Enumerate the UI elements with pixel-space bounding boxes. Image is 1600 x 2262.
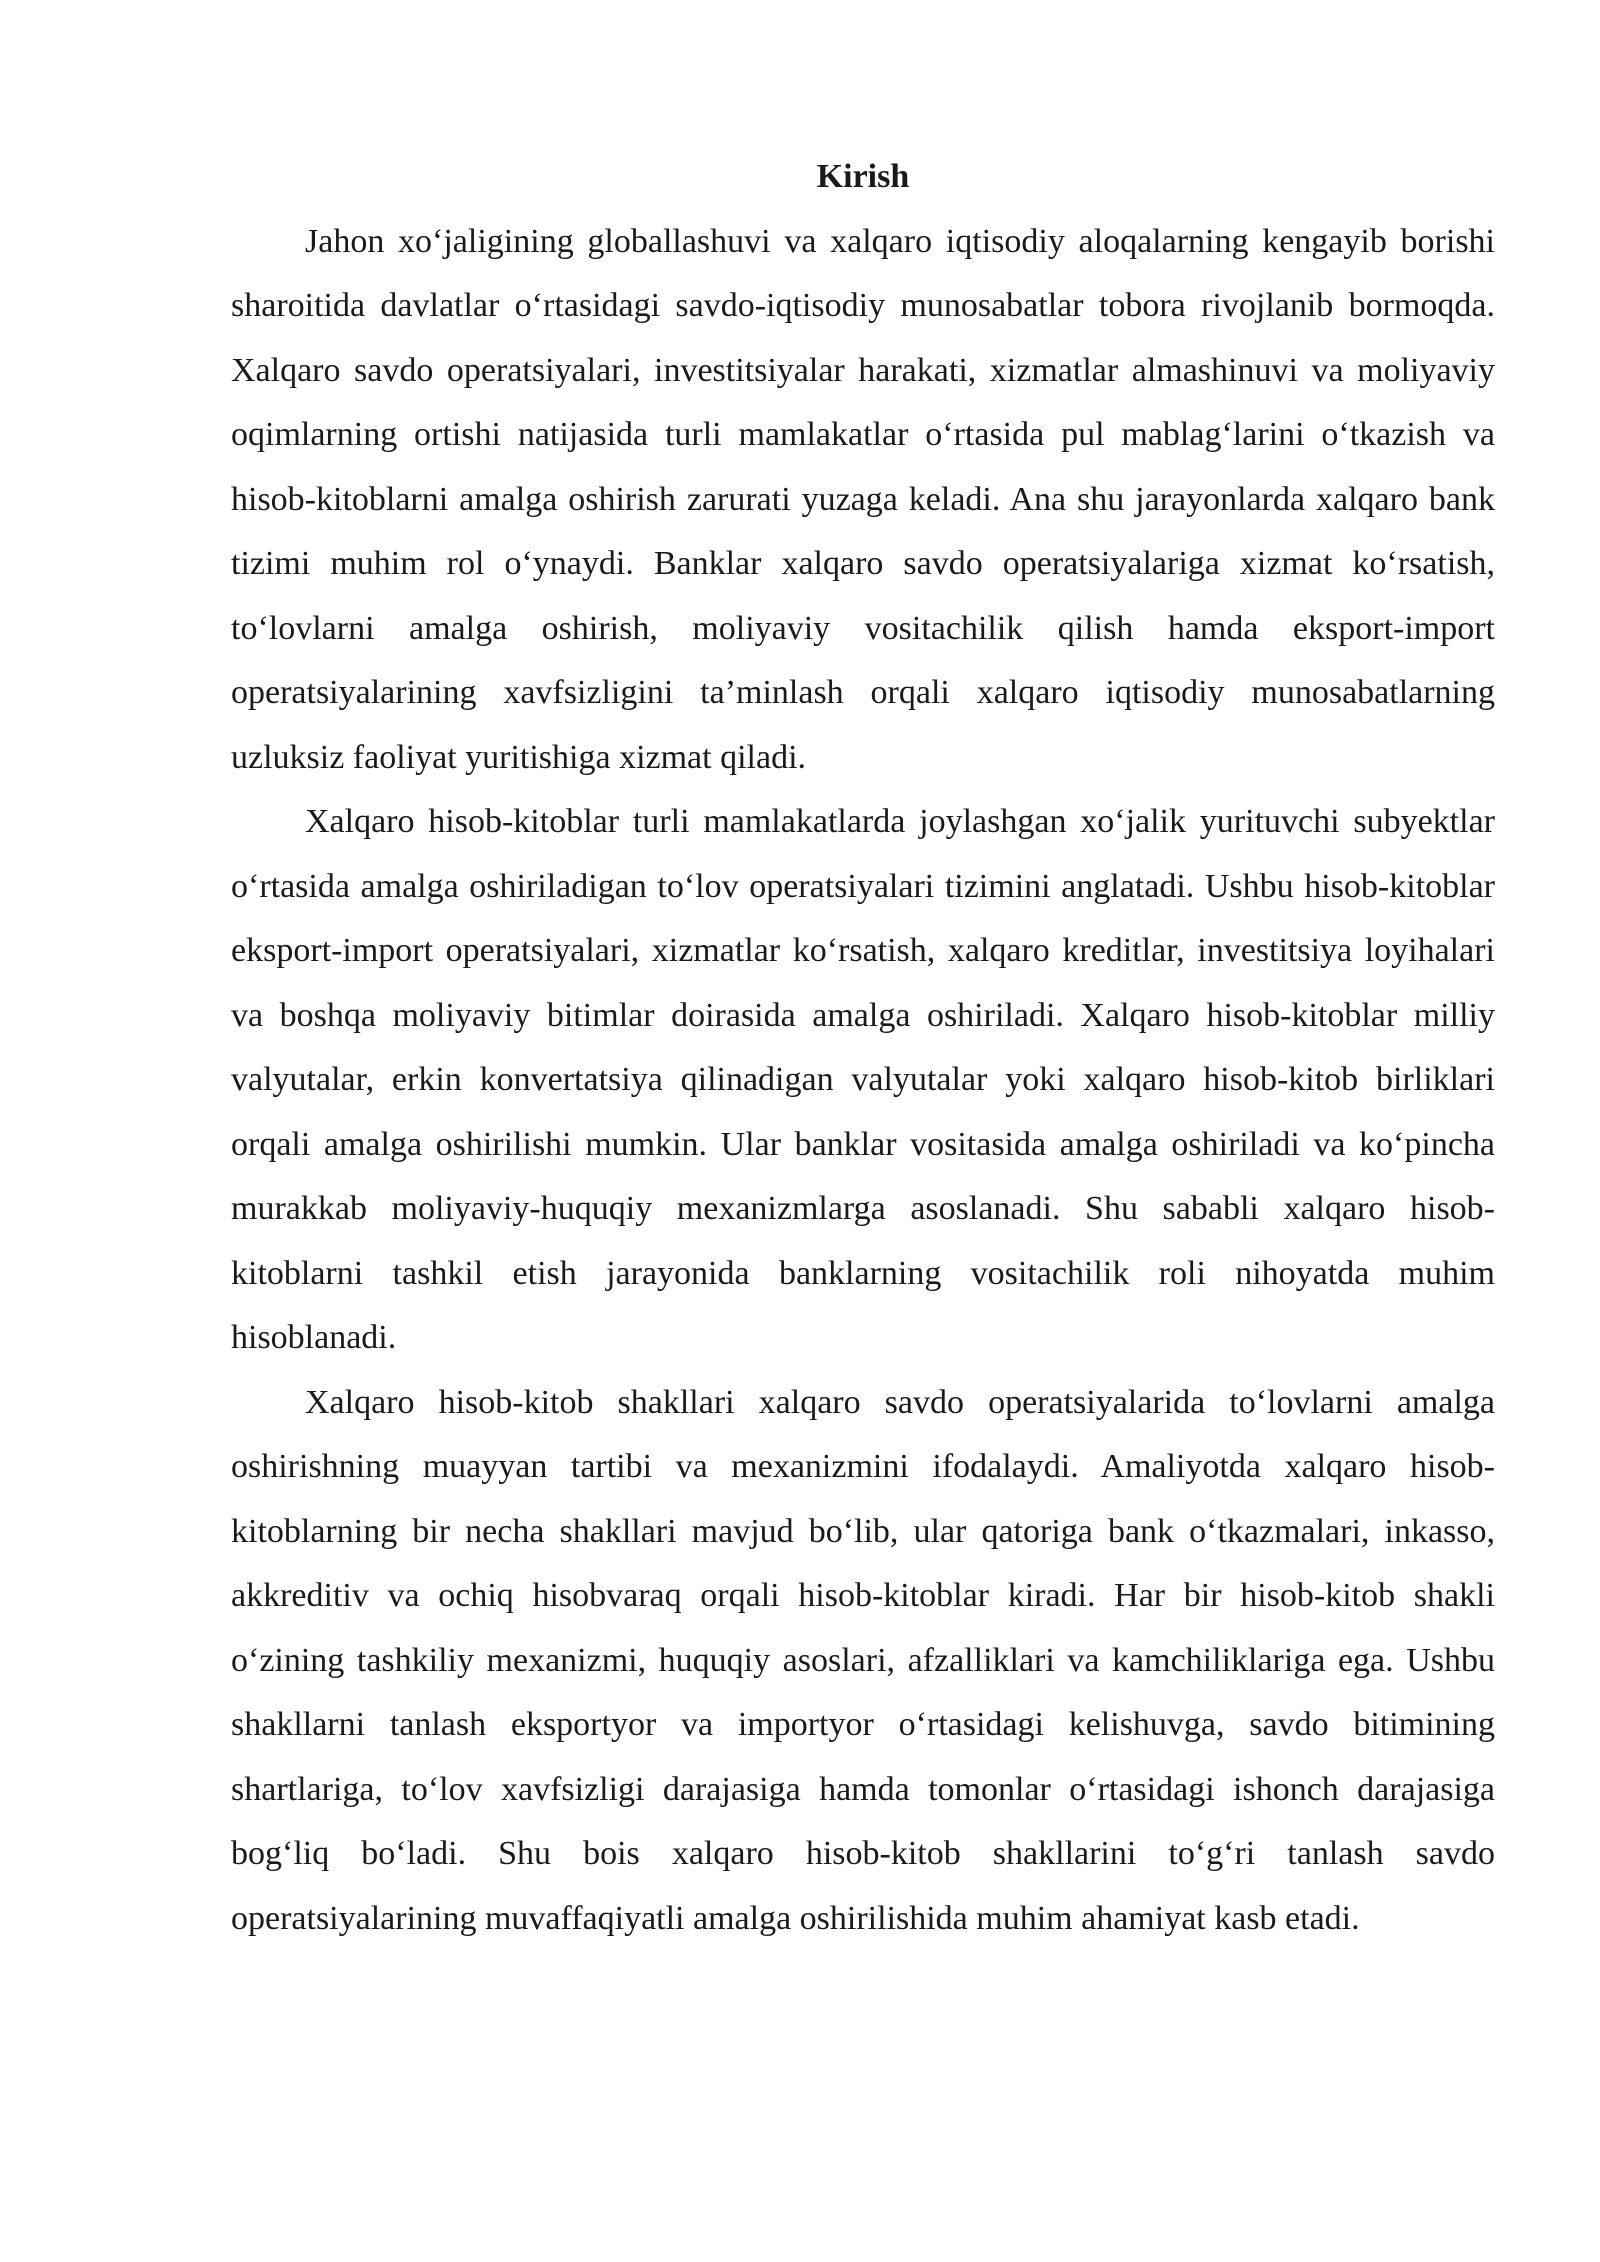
- document-title: Kirish: [816, 158, 910, 195]
- paragraph-1: Jahon xo‘jaligining globallashuvi va xalqaro iqtisodiy aloqalarning kengayib borishi sharoitida davlatlar o‘rtasidagi savdo-iqtisodiy munosabatlar tobora rivojlanib bormoqda. Xalqaro savdo operatsiyalari, investitsiyalar harakati, xizmatlar almashinuvi va moliyaviy oqimlarning ortishi natijasida turli mamlakatlar o‘rtasida pul mablag‘larini o‘tkazish va hisob-kitoblarni amalga oshirish zarurati yuzaga keladi. Ana shu jarayonlarda xalqaro bank tizimi muhim rol o‘ynaydi. Banklar xalqaro savdo operatsiyalariga xizmat ko‘rsatish, to‘lovlarni amalga oshirish, moliyaviy vositachilik qilish hamda eksport-import operatsiyalarining xavfsizligini ta’minlash orqali xalqaro iqtisodiy munosabatlarning uzluksiz faoliyat yuritishiga xizmat qiladi.: [231, 222, 1495, 776]
- document-page: [231, 145, 1495, 1951]
- paragraph-2: Xalqaro hisob-kitoblar turli mamlakatlarda joylashgan xo‘jalik yurituvchi subyektlar o‘rtasida amalga oshiriladigan to‘lov operatsiyalari tizimini anglatadi. Ushbu hisob-kitoblar eksport-import operatsiyalari, xizmatlar ko‘rsatish, xalqaro kreditlar, investitsiya loyihalari va boshqa moliyaviy bitimlar doirasida amalga oshiriladi. Xalqaro hisob-kitoblar milliy valyutalar, erkin konvertatsiya qilinadigan valyutalar yoki xalqaro hisob-kitob birliklari orqali amalga oshirilishi mumkin. Ular banklar vositasida amalga oshiriladi va ko‘pincha murakkab moliyaviy-huquqiy mexanizmlarga asoslanadi. Shu sababli xalqaro hisob-kitoblarni tashkil etish jarayonida banklarning vositachilik roli nihoyatda muhim hisoblanadi.: [231, 803, 1495, 1356]
- paragraph-3: Xalqaro hisob-kitob shakllari xalqaro savdo operatsiyalarida to‘lovlarni amalga oshirishning muayyan tartibi va mexanizmini ifodalaydi. Amaliyotda xalqaro hisob-kitoblarning bir necha shakllari mavjud bo‘lib, ular qatoriga bank o‘tkazmalari, inkasso, akkreditiv va ochiq hisobvaraq orqali hisob-kitoblar kiradi. Har bir hisob-kitob shakli o‘zining tashkiliy mexanizmi, huquqiy asoslari, afzalliklari va kamchiliklariga ega. Ushbu shakllarni tanlash eksportyor va importyor o‘rtasidagi kelishuvga, savdo bitimining shartlariga, to‘lov xavfsizligi darajasiga hamda tomonlar o‘rtasidagi ishonch darajasiga bog‘liq bo‘ladi. Shu bois xalqaro hisob-kitob shakllarini to‘g‘ri tanlash savdo operatsiyalarining muvaffaqiyatli amalga oshirilishida muhim ahamiyat kasb etadi.: [231, 1383, 1495, 1937]
